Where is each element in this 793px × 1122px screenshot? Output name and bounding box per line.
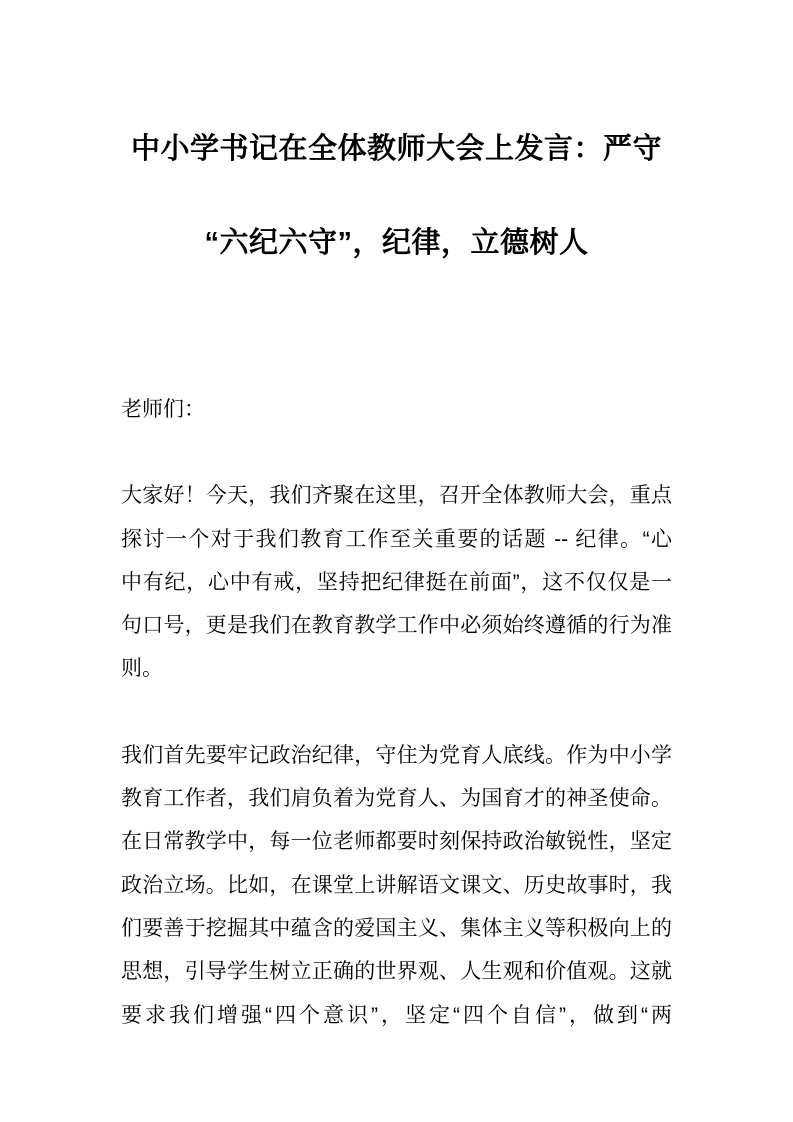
text-line: 则。 [121,657,163,681]
text-line: 我们首先要牢记政治纪律，守住为党育人底线。作为中小学 [121,743,672,767]
text-line: 们要善于挖掘其中蕴含的爱国主义、集体主义等积极向上的 [121,916,672,940]
text-line: 教育工作者，我们肩负着为党育人、为国育才的神圣使命。 [121,787,672,811]
text-line: 大家好！今天，我们齐聚在这里，召开全体教师大会，重点 [121,484,672,508]
title-line-1: 中小学书记在全体教师大会上发言：严守 [130,133,662,165]
paragraph-salutation [121,388,672,431]
text-line: 在日常教学中，每一位老师都要时刻保持政治敏锐性，坚定 [121,830,672,854]
text-line: 政治立场。比如，在课堂上讲解语文课文、历史故事时，我 [121,873,672,897]
text-line: 中有纪，心中有戒，坚持把纪律挺在前面”，这不仅仅是一 [121,570,672,594]
document-title [121,102,672,290]
paragraph-intro [121,474,672,690]
text-line: 句口号，更是我们在教育教学工作中必须始终遵循的行为准 [121,614,672,638]
text-line: 思想，引导学生树立正确的世界观、人生观和价值观。这就 [121,960,672,984]
title-line-2: “六纪六守”，纪律，立德树人 [204,227,589,259]
text-line: 要求我们增强“四个意识”，坚定“四个自信”，做到“两 [121,1003,672,1027]
text-line: 老师们： [121,398,205,421]
text-line: 探讨一个对于我们教育工作至关重要的话题 -- 纪律。“心 [121,527,672,551]
paragraph-political-discipline [121,734,672,1037]
document-body [121,388,672,1037]
